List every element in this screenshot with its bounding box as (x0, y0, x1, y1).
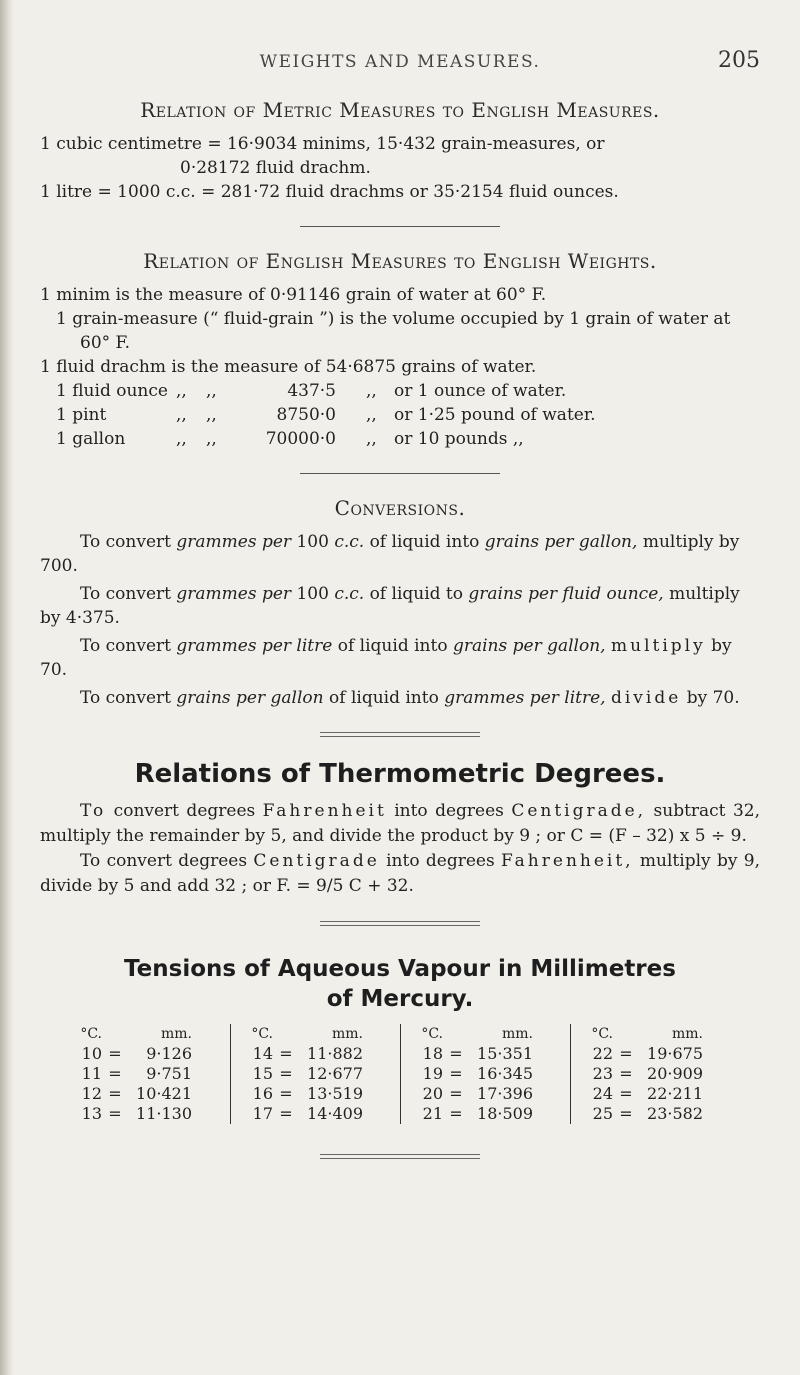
temperature-value: 25 (592, 1104, 613, 1123)
page-edge-shadow (0, 0, 14, 1375)
spacer (273, 1024, 299, 1044)
weights-unit: 1 gallon (56, 429, 126, 449)
tensions-row (68, 1084, 230, 1104)
pressure-value: 9·126 (146, 1044, 192, 1063)
temperature-value: 18 (422, 1044, 443, 1063)
temperature-value: 14 (252, 1044, 273, 1063)
tensions-row (239, 1044, 400, 1064)
spacer (102, 1024, 128, 1044)
pressure-value: 11·882 (307, 1044, 363, 1063)
tensions-row (579, 1044, 740, 1064)
thermo-rule-c-to-f: To convert degrees Centigrade into degrees Fahrenheit, multiply by 9, divide by 5 and add 32 ; or F. = 9/5 C + 32. (40, 851, 760, 896)
tensions-column-header (409, 1024, 570, 1044)
spacer (613, 1024, 639, 1044)
tensions-row (409, 1064, 570, 1084)
tensions-row (579, 1064, 740, 1084)
weights-row (56, 403, 596, 427)
unit-mm: mm. (501, 1026, 533, 1042)
equals-sign: = (449, 1064, 463, 1083)
pressure-value: 14·409 (307, 1104, 363, 1123)
tensions-table (60, 1024, 740, 1124)
thermo-rule-f-to-c: To convert degrees Fahrenheit into degrees Centigrade, subtract 32, multiply the remainder by 5, and divide the product by 9 ; or C = (F – 32) x 5 ÷ 9. (40, 801, 760, 846)
english-line-grain-measure: 1 grain-measure (“ fluid-grain ”) is the volume occupied by 1 grain of water at 60° F. (56, 309, 731, 353)
english-line-drachm: 1 fluid drachm is the measure of 54·6875 grains of water. (40, 357, 537, 377)
tensions-column (230, 1024, 400, 1124)
divider (300, 473, 500, 474)
tensions-row (68, 1044, 230, 1064)
book-page (40, 40, 760, 1181)
tensions-column-header (579, 1024, 740, 1044)
english-line-minim: 1 minim is the measure of 0·91146 grain of water at 60° F. (40, 285, 547, 305)
unit-mm: mm. (671, 1026, 703, 1042)
tensions-column-header (68, 1024, 230, 1044)
temperature-value: 19 (422, 1064, 443, 1083)
metric-line-litre: 1 litre = 1000 c.c. = 281·72 fluid drachms or 35·2154 fluid ounces. (40, 182, 619, 202)
pressure-value: 11·130 (136, 1104, 192, 1123)
weights-note: or 1 ounce of water. (394, 381, 567, 401)
temperature-value: 13 (81, 1104, 102, 1123)
pressure-value: 17·396 (477, 1084, 533, 1103)
tensions-row (409, 1044, 570, 1064)
tensions-row (239, 1104, 400, 1124)
equals-sign: = (108, 1084, 122, 1103)
page-header (40, 40, 760, 80)
tensions-row (409, 1084, 570, 1104)
pressure-value: 13·519 (307, 1084, 363, 1103)
ditto-mark: ,, (366, 381, 377, 401)
weights-note: or 1·25 pound of water. (394, 405, 596, 425)
ditto-mark: ,, (206, 405, 217, 425)
weights-grains: 437·5 (287, 381, 336, 401)
ditto-mark: ,, (206, 429, 217, 449)
ditto-mark: ,, (176, 405, 187, 425)
equals-sign: = (279, 1084, 293, 1103)
tensions-row (68, 1104, 230, 1124)
tensions-column (570, 1024, 740, 1124)
tensions-title-line: of Mercury. (326, 986, 474, 1012)
pressure-value: 22·211 (647, 1084, 703, 1103)
pressure-value: 15·351 (477, 1044, 533, 1063)
tensions-row (239, 1084, 400, 1104)
weights-unit: 1 fluid ounce (56, 381, 168, 401)
divider (320, 732, 480, 737)
temperature-value: 11 (81, 1064, 102, 1083)
ditto-mark: ,, (366, 429, 377, 449)
tensions-row (579, 1084, 740, 1104)
tensions-column (400, 1024, 570, 1124)
temperature-value: 22 (592, 1044, 613, 1063)
temperature-value: 24 (592, 1084, 613, 1103)
equals-sign: = (279, 1104, 293, 1123)
running-head: WEIGHTS AND MEASURES. (259, 52, 541, 72)
equals-sign: = (449, 1084, 463, 1103)
divider (300, 226, 500, 227)
weights-grains: 8750·0 (276, 405, 336, 425)
spacer (443, 1024, 469, 1044)
equals-sign: = (619, 1044, 633, 1063)
pressure-value: 20·909 (647, 1064, 703, 1083)
temperature-value: 16 (252, 1084, 273, 1103)
unit-mm: mm. (331, 1026, 363, 1042)
conversion-rule: To convert grains per gallon of liquid into grammes per litre, divide by 70. (80, 688, 740, 708)
thermo-section (40, 799, 760, 899)
pressure-value: 10·421 (136, 1084, 192, 1103)
weights-row (56, 379, 596, 403)
conversions-heading: Conversions. (334, 496, 466, 520)
ditto-mark: ,, (176, 381, 187, 401)
conversions-section (40, 530, 760, 710)
temperature-value: 10 (81, 1044, 102, 1063)
thermo-heading: Relations of Thermometric Degrees. (134, 759, 666, 789)
equals-sign: = (108, 1104, 122, 1123)
equals-sign: = (108, 1064, 122, 1083)
unit-celsius: °C. (591, 1026, 613, 1042)
equals-sign: = (619, 1104, 633, 1123)
unit-celsius: °C. (421, 1026, 443, 1042)
unit-celsius: °C. (80, 1026, 102, 1042)
temperature-value: 17 (252, 1104, 273, 1123)
equals-sign: = (279, 1064, 293, 1083)
metric-line-cc-cont: 0·28172 fluid drachm. (180, 158, 371, 178)
equals-sign: = (619, 1064, 633, 1083)
tensions-column-header (239, 1024, 400, 1044)
temperature-value: 23 (592, 1064, 613, 1083)
tensions-title (40, 954, 760, 1014)
tensions-row (239, 1064, 400, 1084)
equals-sign: = (449, 1104, 463, 1123)
ditto-mark: ,, (176, 429, 187, 449)
tensions-title-line: Tensions of Aqueous Vapour in Millimetres (124, 956, 676, 982)
conversion-rule: To convert grammes per 100 c.c. of liquid into grains per gallon, multiply by 700. (40, 532, 740, 576)
temperature-value: 20 (422, 1084, 443, 1103)
ditto-mark: ,, (206, 381, 217, 401)
pressure-value: 9·751 (146, 1064, 192, 1083)
weights-grains: 70000·0 (265, 429, 336, 449)
temperature-value: 21 (422, 1104, 443, 1123)
equals-sign: = (279, 1044, 293, 1063)
unit-mm: mm. (160, 1026, 192, 1042)
pressure-value: 18·509 (477, 1104, 533, 1123)
divider (320, 1154, 480, 1159)
tensions-column (60, 1024, 230, 1124)
equals-sign: = (449, 1044, 463, 1063)
unit-celsius: °C. (251, 1026, 273, 1042)
tensions-row (68, 1064, 230, 1084)
pressure-value: 12·677 (307, 1064, 363, 1083)
divider (320, 921, 480, 926)
weights-row (56, 427, 596, 451)
page-number: 205 (718, 48, 760, 73)
conversion-rule: To convert grammes per litre of liquid into grains per gallon, multiply by 70. (40, 636, 732, 680)
weights-table (56, 379, 596, 451)
temperature-value: 15 (252, 1064, 273, 1083)
pressure-value: 23·582 (647, 1104, 703, 1123)
weights-note: or 10 pounds ,, (394, 429, 524, 449)
tensions-row (579, 1104, 740, 1124)
equals-sign: = (619, 1084, 633, 1103)
pressure-value: 19·675 (647, 1044, 703, 1063)
equals-sign: = (108, 1044, 122, 1063)
conversion-rule: To convert grammes per 100 c.c. of liquid to grains per fluid ounce, multiply by 4·375. (40, 584, 740, 628)
pressure-value: 16·345 (477, 1064, 533, 1083)
temperature-value: 12 (81, 1084, 102, 1103)
ditto-mark: ,, (366, 405, 377, 425)
tensions-row (409, 1104, 570, 1124)
english-heading: Relation of English Measures to English Weights. (143, 249, 657, 273)
metric-heading: Relation of Metric Measures to English Measures. (140, 98, 660, 122)
weights-unit: 1 pint (56, 405, 107, 425)
metric-line-cc: 1 cubic centimetre = 16·9034 minims, 15·432 grain-measures, or (40, 134, 605, 154)
